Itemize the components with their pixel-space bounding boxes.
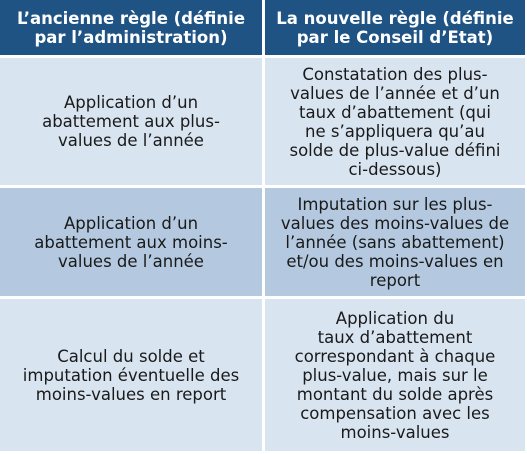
header-old-rule-line-2: par l’administration) [34, 27, 228, 47]
row-1-new-line-1: Constatation des plus- [302, 64, 488, 84]
row-3-new-line-6: compensation avec les [300, 403, 490, 423]
row-2-old-line-1: Application d’un [63, 213, 199, 233]
row-1-old-line-2: abattement aux plus- [42, 112, 220, 131]
row-1-new-line-3: taux d’abattement (qui [299, 102, 491, 122]
row-3-old-line-3: moins-values en report [35, 384, 227, 404]
header-new-rule-line-2: par le Conseil d’Etat) [296, 27, 494, 47]
row-2-new-line-2: values des moins-values de [280, 213, 510, 233]
row-2-old-line-3: values de l’année [58, 251, 204, 271]
row-1-old-line-3: values de l’année [58, 131, 204, 150]
row-3-new-line-1: Application du [335, 308, 455, 328]
row-2-old-line-2: abattement aux moins- [34, 232, 228, 252]
row-3-new-rule [265, 299, 525, 451]
header-new-rule-line-1: La nouvelle règle (définie [276, 8, 514, 28]
row-3-new-line-4: plus-value, mais sur le [302, 365, 488, 385]
row-3-new-line-3: correspondant à chaque [294, 346, 496, 366]
row-3-new-line-2: taux d’abattement [317, 327, 473, 347]
row-2-new-line-4: et/ou des moins-values en [286, 251, 504, 271]
header-new-rule [265, 0, 525, 55]
row-1-new-line-4: ne s’appliquera qu’au [305, 121, 485, 141]
row-2-new-line-5: report [369, 270, 421, 290]
row-2-new-rule [265, 188, 525, 296]
row-2-new-line-1: Imputation sur les plus- [297, 194, 493, 214]
row-1-old-line-1: Application d’un [63, 93, 199, 112]
row-2-new-line-3: l’année (sans abattement) [285, 232, 505, 252]
row-3-new-line-7: moins-values [340, 422, 450, 442]
header-old-rule-line-1: L’ancienne règle (définie [16, 8, 246, 28]
row-1-new-line-5: solde de plus-value défini [289, 140, 501, 160]
row-3-old-line-2: imputation éventuelle des [22, 365, 240, 385]
row-1-old-rule [0, 58, 262, 185]
row-1-new-line-6: ci-dessous) [348, 159, 442, 179]
row-3-old-rule [0, 299, 262, 451]
row-3-old-line-1: Calcul du solde et [57, 346, 205, 366]
row-2-old-rule [0, 188, 262, 296]
row-3-new-line-5: montant du solde après [296, 384, 494, 404]
header-old-rule [0, 0, 262, 55]
row-1-new-line-2: values de l’année et d’un [290, 83, 500, 103]
row-1-new-rule [265, 58, 525, 185]
